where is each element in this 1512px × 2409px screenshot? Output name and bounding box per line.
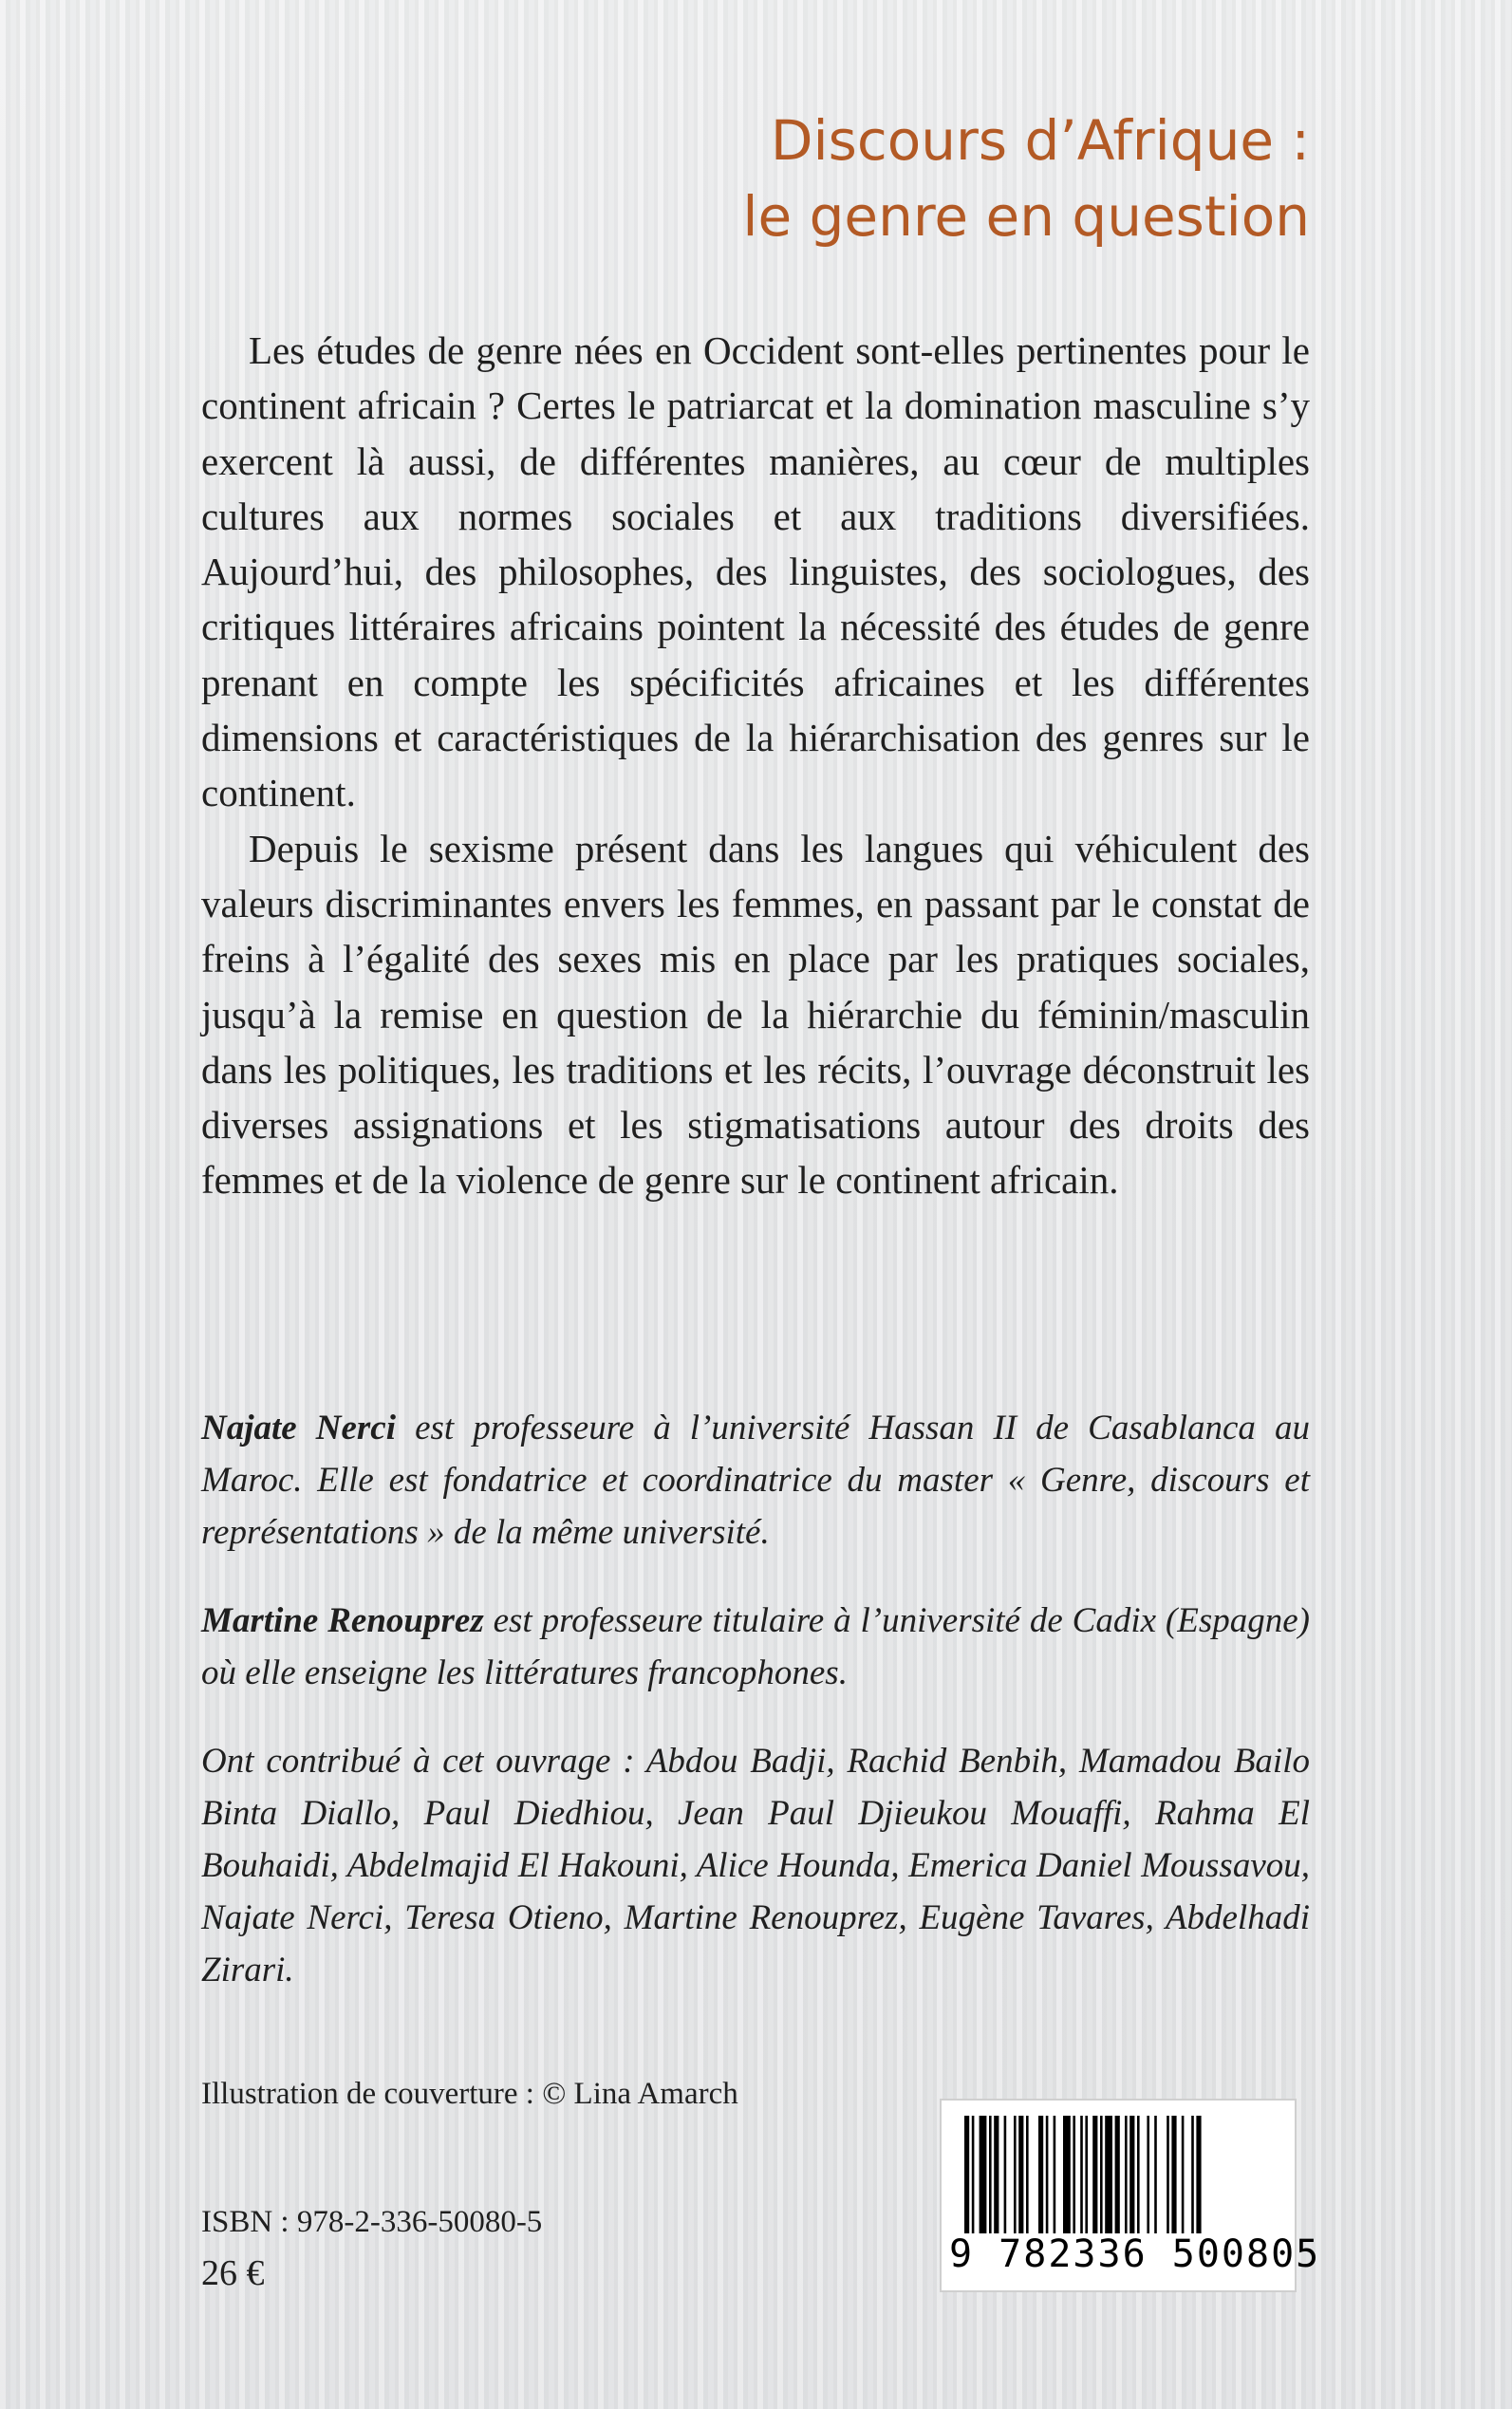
author-bio-2-text: est professeure titulaire à l’université de Cadix (Espagne) où elle enseigne les littératures francophones.: [201, 1601, 1310, 1692]
author-bio-1: [201, 1402, 1310, 1559]
barcode-bar: [1100, 2116, 1103, 2233]
barcode-bar: [1137, 2116, 1140, 2233]
barcode-bar: [1054, 2116, 1056, 2233]
author-bio-1-text: est professeure à l’université Hassan II de Casablanca au Maroc. Elle est fondatrice et coordinatrice du master « Genre, discours et représentations » de la même université.: [201, 1409, 1310, 1552]
barcode-bar: [1105, 2116, 1112, 2233]
barcode-bar: [1080, 2116, 1083, 2233]
barcode: [940, 2099, 1321, 2292]
barcode-bar: [1182, 2116, 1185, 2233]
barcode-bar: [1038, 2116, 1043, 2233]
barcode-bar: [1191, 2116, 1194, 2233]
book-title-line-2: le genre en question: [742, 184, 1310, 249]
blurb-paragraph-2: Depuis le sexisme présent dans les langues qui véhiculent des valeurs discriminantes envers les femmes, en passant par le constat de freins à l’égalité des sexes mis en place par les pratiques sociales, jusqu’à la remise en question de la hiérarchie du féminin/masculin dans les politiques, les traditions et les récits, l’ouvrage déconstruit les diverses assignations et les stigmatisations autour des droits des femmes et de la violence de genre sur le continent africain.: [201, 826, 1310, 1203]
barcode-bar: [1073, 2116, 1075, 2233]
barcode-bar: [1171, 2116, 1176, 2233]
book-blurb: [201, 323, 1310, 1208]
barcode-bars: [961, 2116, 1276, 2233]
contributors-list: Ont contribué à cet ouvrage : Abdou Badji, Rachid Benbih, Mamadou Bailo Binta Diallo, Paul Diedhiou, Jean Paul Djieukou Mouaffi, Rahma El Bouhaidi, Abdelmajid El Hakouni, Alice Hounda, Emerica Daniel Moussavou, Najate Nerci, Teresa Otieno, Martine Renouprez, Eugène Tavares, Abdelhadi Zirari.: [201, 1742, 1310, 1989]
barcode-bar: [1092, 2116, 1097, 2233]
book-title-line-1: Discours d’Afrique :: [770, 108, 1310, 173]
barcode-bar: [972, 2116, 975, 2233]
barcode-bar: [1129, 2116, 1134, 2233]
barcode-bar: [964, 2116, 969, 2233]
barcode-bar: [1085, 2116, 1088, 2233]
illustration-credit: Illustration de couverture : © Lina Amarch: [201, 2077, 738, 2111]
author-name-1: Najate Nerci: [201, 1409, 397, 1447]
book-title: [742, 103, 1310, 254]
barcode-bar: [1167, 2116, 1169, 2233]
barcode-bar: [1125, 2116, 1128, 2233]
barcode-bar: [1014, 2116, 1017, 2233]
barcode-bar: [1115, 2116, 1120, 2233]
isbn: ISBN : 978-2-336-50080-5: [201, 2205, 543, 2239]
barcode-bar: [980, 2116, 987, 2233]
author-name-2: Martine Renouprez: [201, 1601, 484, 1640]
author-bio-2: [201, 1595, 1310, 1699]
barcode-bar: [1154, 2116, 1157, 2233]
barcode-bar: [1196, 2116, 1201, 2233]
blurb-paragraph-1: Les études de genre nées en Occident sont-elles pertinentes pour le continent africain ? Certes le patriarcat et la domination masculine s’y exercent là aussi, de différentes manières, au cœur de multiples cultures aux normes sociales et aux traditions diversifiées. Aujourd’hui, des philosophes, des linguistes, des sociologues, des critiques littéraires africains pointent la nécessité des études de genre prenant en compte les spécificités africaines et les différentes dimensions et caractéristiques de la hiérarchisation des genres sur le continent.: [201, 328, 1310, 815]
barcode-bar: [1147, 2116, 1149, 2233]
barcode-bar: [1063, 2116, 1071, 2233]
barcode-bar: [1004, 2116, 1007, 2233]
barcode-bar: [1046, 2116, 1049, 2233]
price: 26 €: [201, 2253, 265, 2293]
barcode-bar: [994, 2116, 999, 2233]
barcode-digits: 9 782336 500805: [949, 2232, 1321, 2276]
barcode-bar: [989, 2116, 992, 2233]
barcode-bar: [1026, 2116, 1029, 2233]
barcode-bar: [1018, 2116, 1023, 2233]
